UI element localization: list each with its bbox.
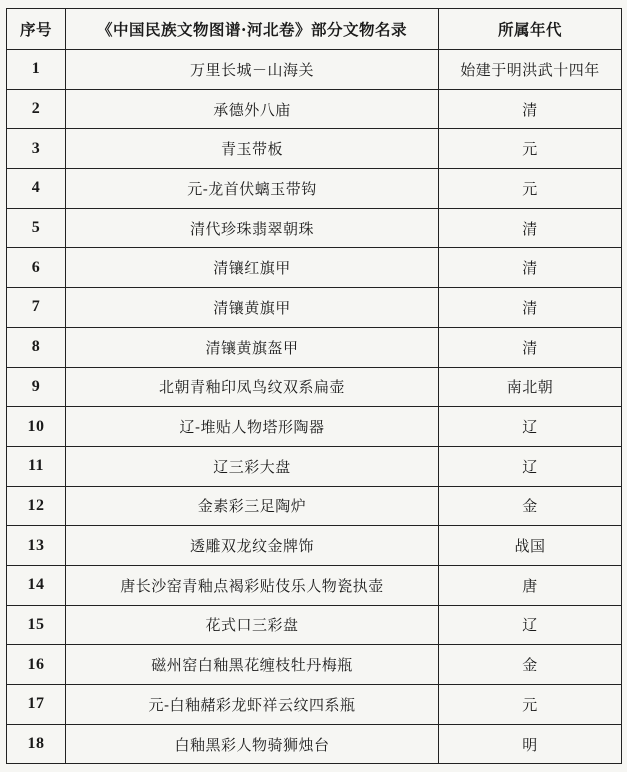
header-serial-number: 序号 — [7, 9, 66, 50]
row-era: 元 — [439, 685, 622, 725]
row-relic-name: 承德外八庙 — [66, 89, 439, 129]
row-serial-number: 10 — [7, 407, 66, 447]
row-relic-name: 清镶黄旗盔甲 — [66, 327, 439, 367]
row-serial-number: 3 — [7, 129, 66, 169]
header-relic-name: 《中国民族文物图谱·河北卷》部分文物名录 — [66, 9, 439, 50]
row-relic-name: 元-龙首伏螭玉带钩 — [66, 169, 439, 209]
row-relic-name: 辽三彩大盘 — [66, 446, 439, 486]
row-relic-name: 清镶黄旗甲 — [66, 288, 439, 328]
row-serial-number: 7 — [7, 288, 66, 328]
row-era: 辽 — [439, 446, 622, 486]
row-relic-name: 青玉带板 — [66, 129, 439, 169]
table-row — [7, 526, 622, 566]
row-relic-name: 花式口三彩盘 — [66, 605, 439, 645]
row-relic-name: 清镶红旗甲 — [66, 248, 439, 288]
row-relic-name: 万里长城－山海关 — [66, 50, 439, 90]
row-serial-number: 2 — [7, 89, 66, 129]
row-era: 战国 — [439, 526, 622, 566]
row-relic-name: 元-白釉赭彩龙虾祥云纹四系瓶 — [66, 685, 439, 725]
row-relic-name: 唐长沙窑青釉点褐彩贴伎乐人物瓷执壶 — [66, 565, 439, 605]
table-row — [7, 50, 622, 90]
table-row — [7, 605, 622, 645]
table-row — [7, 327, 622, 367]
row-relic-name: 清代珍珠翡翠朝珠 — [66, 208, 439, 248]
row-era: 始建于明洪武十四年 — [439, 50, 622, 90]
row-serial-number: 4 — [7, 169, 66, 209]
table-row — [7, 248, 622, 288]
table-body — [7, 50, 622, 764]
table-row — [7, 288, 622, 328]
row-era: 金 — [439, 645, 622, 685]
row-relic-name: 北朝青釉印凤鸟纹双系扁壶 — [66, 367, 439, 407]
row-serial-number: 6 — [7, 248, 66, 288]
table-row — [7, 685, 622, 725]
row-serial-number: 13 — [7, 526, 66, 566]
header-era: 所属年代 — [439, 9, 622, 50]
row-era: 清 — [439, 89, 622, 129]
table-row — [7, 129, 622, 169]
row-era: 元 — [439, 169, 622, 209]
table-row — [7, 169, 622, 209]
table-row — [7, 645, 622, 685]
table-row — [7, 724, 622, 764]
row-serial-number: 12 — [7, 486, 66, 526]
row-serial-number: 16 — [7, 645, 66, 685]
table-row — [7, 565, 622, 605]
row-relic-name: 透雕双龙纹金牌饰 — [66, 526, 439, 566]
row-era: 明 — [439, 724, 622, 764]
row-serial-number: 9 — [7, 367, 66, 407]
table-row — [7, 367, 622, 407]
table-header-row — [7, 9, 622, 50]
row-era: 元 — [439, 129, 622, 169]
row-serial-number: 5 — [7, 208, 66, 248]
row-serial-number: 17 — [7, 685, 66, 725]
row-relic-name: 辽-堆贴人物塔形陶器 — [66, 407, 439, 447]
row-relic-name: 磁州窑白釉黑花缠枝牡丹梅瓶 — [66, 645, 439, 685]
row-era: 辽 — [439, 407, 622, 447]
row-era: 清 — [439, 327, 622, 367]
relics-table — [6, 8, 622, 764]
row-relic-name: 金素彩三足陶炉 — [66, 486, 439, 526]
row-era: 清 — [439, 208, 622, 248]
row-era: 清 — [439, 248, 622, 288]
row-serial-number: 15 — [7, 605, 66, 645]
row-serial-number: 8 — [7, 327, 66, 367]
row-era: 清 — [439, 288, 622, 328]
table-row — [7, 407, 622, 447]
row-serial-number: 18 — [7, 724, 66, 764]
row-era: 金 — [439, 486, 622, 526]
table-row — [7, 486, 622, 526]
row-era: 辽 — [439, 605, 622, 645]
row-serial-number: 14 — [7, 565, 66, 605]
row-relic-name: 白釉黑彩人物骑狮烛台 — [66, 724, 439, 764]
table-row — [7, 208, 622, 248]
table-row — [7, 446, 622, 486]
row-era: 唐 — [439, 565, 622, 605]
table-row — [7, 89, 622, 129]
row-serial-number: 1 — [7, 50, 66, 90]
row-serial-number: 11 — [7, 446, 66, 486]
row-era: 南北朝 — [439, 367, 622, 407]
